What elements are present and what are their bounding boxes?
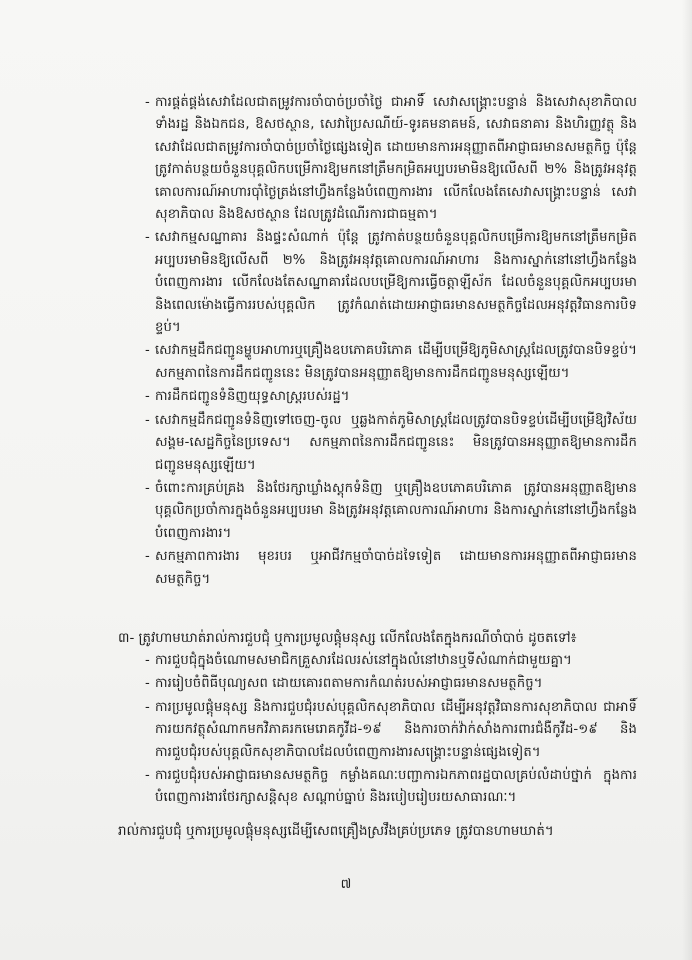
list-item: - ការរៀបចំពិធីបុណ្យសព ដោយគោរពតាមការកំណត់របស់អាជ្ញាធរមានសមត្ថកិច្ច។ (145, 676, 543, 692)
list-item: - ការប្រមូលផ្តុំមនុស្ស និងការជួបជុំរបស់បុគ្គលិកសុខាភិបាល ដើម្បីអនុវត្តវិធានការសុខាភិបាល ជាអាទិ៍ ការយកវត្ថុសំណាកមកវិភាគរកមេរោគកូវីដ-១៩ និងការចាក់វ៉ាក់សាំងការពារជំងឺកូវីដ-១៩ និងការជួបជុំរបស់បុគ្គលិកសុខាភិបាលដែលបំពេញការងារសង្គ្រោះបន្ទាន់ផ្សេងទៀត។ (145, 699, 637, 760)
closing-paragraph: រាល់ការជួបជុំ ឬការប្រមូលផ្តុំមនុស្សដើម្បីសេពគ្រឿងស្រវឹងគ្រប់ប្រភេទ ត្រូវបានហាមឃាត់។ (118, 824, 554, 839)
list-item: - សកម្មភាពការងារ មុខរបរ ឬអាជីវកម្មចាំបាច់ដទៃទៀត ដោយមានការអនុញ្ញាតពីអាជ្ញាធរមានសមត្ថកិច្ច។ (145, 549, 637, 587)
list-item-text: ការផ្គត់ផ្គង់សេវាដែលជាតម្រូវការចាំបាច់ប្រចាំថ្ងៃ ជាអាទិ៍ សេវាសង្គ្រោះបន្ទាន់ និងសេវាសុខាភិបាល ទាំងរដ្ឋ និងឯកជន, ឱសថស្ថាន, សេវាប្រៃសណីយ៍-ទូរគមនាគមន៍, សេវាធនាគារ និងហិរញ្ញវត្ថុ និងសេវាដែលជាតម្រូវការចាំបាច់ប្រចាំថ្ងៃផ្សេងទៀត ដោយមានការអនុញ្ញាតពីអាជ្ញាធរមានសមត្ថកិច្ច ប៉ុន្តែ ត្រូវកាត់បន្ថយចំនួនបុគ្គលិកបម្រើការឱ្យមកនៅត្រឹមកម្រិតអប្បបរមាមិនឱ្យលើសពី ២% និងត្រូវអនុវត្តគោលការណ៍អាហារប៉ាំថ្ងៃត្រង់នៅហ្វឹងកន្លែងបំពេញការងារ លើកលែងតែសេវាសង្គ្រោះបន្ទាន់ សេវាសុខាភិបាល និងឱសថស្ថាន ដែលត្រូវដំណើរការជាធម្មតា។ (155, 95, 637, 223)
list-item-text: សកម្មភាពការងារ មុខរបរ ឬអាជីវកម្មចាំបាច់ដទៃទៀត ដោយមានការអនុញ្ញាតពីអាជ្ញាធរមានសមត្ថកិច្ច។ (155, 549, 637, 587)
list-item: - ការផ្គត់ផ្គង់សេវាដែលជាតម្រូវការចាំបាច់ប្រចាំថ្ងៃ ជាអាទិ៍ សេវាសង្គ្រោះបន្ទាន់ និងសេវាសុខាភិបាល ទាំងរដ្ឋ និងឯកជន, ឱសថស្ថាន, សេវាប្រៃសណីយ៍-ទូរគមនាគមន៍, សេវាធនាគារ និងហិរញ្ញវត្ថុ និងសេវាដែលជាតម្រូវការចាំបាច់ប្រចាំថ្ងៃផ្សេងទៀត ដោយមានការអនុញ្ញាតពីអាជ្ញាធរមានសមត្ថកិច្ច ប៉ុន្តែ ត្រូវកាត់បន្ថយចំនួនបុគ្គលិកបម្រើការឱ្យមកនៅត្រឹមកម្រិតអប្បបរមាមិនឱ្យលើសពី ២% និងត្រូវអនុវត្តគោលការណ៍អាហារប៉ាំថ្ងៃត្រង់នៅហ្វឹងកន្លែងបំពេញការងារ លើកលែងតែសេវាសង្គ្រោះបន្ទាន់ សេវាសុខាភិបាល និងឱសថស្ថាន ដែលត្រូវដំណើរការជាធម្មតា។ (145, 95, 637, 223)
list-item-text: ការជួបជុំក្នុងចំណោមសមាជិកគ្រួសារដែលរស់នៅក្នុងលំនៅឋានឬទីសំណាក់ជាមួយគ្នា។ (155, 653, 572, 668)
list-item-text: ការរៀបចំពិធីបុណ្យសព ដោយគោរពតាមការកំណត់របស់អាជ្ញាធរមានសមត្ថកិច្ច។ (155, 676, 543, 692)
list-item-text: ការជួបជុំរបស់អាជ្ញាធរមានសមត្ថកិច្ច កម្លាំងគណៈបញ្ជាការឯកភាពរដ្ឋបាលគ្រប់លំដាប់ថ្នាក់ ក្នុងការបំពេញការងារថែរក្សាសន្តិសុខ សណ្តាប់ធ្នាប់ និងរបៀបរៀបរយសាធារណៈ។ (155, 768, 637, 806)
list-item-text: ការដឹកជញ្ជូនទំនិញយុទ្ធសាស្ត្ររបស់រដ្ឋ។ (155, 389, 350, 405)
list-item: - ចំពោះការគ្រប់គ្រង និងថែរក្សាឃ្លាំងស្តុកទំនិញ ឬគ្រឿងឧបភោគបរិភោគ ត្រូវបានអនុញ្ញាតឱ្យមានបុគ្គលិកប្រចាំការក្នុងចំនួនអប្បបរមា និងត្រូវអនុវត្តគោលការណ៍អាហារ និងការស្នាក់នៅនៅហ្វឹងកន្លែងបំពេញការងារ។ (145, 480, 637, 541)
list-item: - ការជួបជុំរបស់អាជ្ញាធរមានសមត្ថកិច្ច កម្លាំងគណៈបញ្ជាការឯកភាពរដ្ឋបាលគ្រប់លំដាប់ថ្នាក់ ក្នុងការបំពេញការងារថែរក្សាសន្តិសុខ សណ្តាប់ធ្នាប់ និងរបៀបរៀបរយសាធារណៈ។ (145, 768, 637, 806)
section-3-heading: ៣- ត្រូវហាមឃាត់រាល់ការជួបជុំ ឬការប្រមូលផ្តុំមនុស្ស លើកលែងតែក្នុងករណីចាំបាច់ ដូចតទៅ៖ (118, 631, 577, 646)
list-item-text: សេវាកម្មដឹកជញ្ជូនទំនិញទៅចេញ-ចូល ឬឆ្លងកាត់ភូមិសាស្ត្រដែលត្រូវបានបិទខ្ទប់ដើម្បីបម្រើឱ្យវិស័យសង្គម-សេដ្ឋកិច្ចនៃប្រទេស។ សកម្មភាពនៃការដឹកជញ្ជូននេះ មិនត្រូវបានអនុញ្ញាតឱ្យមានការដឹកជញ្ជូនមនុស្សឡើយ។ (155, 412, 637, 473)
page-shadow (682, 0, 692, 960)
list-item-text: សេវាកម្មសណ្ឋាគារ និងផ្ទះសំណាក់ ប៉ុន្តែ ត្រូវកាត់បន្ថយចំនួនបុគ្គលិកបម្រើការឱ្យមកនៅត្រឹមកម្រិតអប្បបរមាមិនឱ្យលើសពី ២% និងត្រូវអនុវត្តគោលការណ៍អាហារ និងការស្នាក់នៅនៅហ្វឹងកន្លែងបំពេញការងារ លើកលែងតែសណ្ឋាគារដែលបម្រើឱ្យការធ្វើចត្តាឡីស័ក ដែលចំនួនបុគ្គលិកអប្បបរមា និងពេលម៉ោងធ្វើការរបស់បុគ្គលិក ត្រូវកំណត់ដោយអាជ្ញាធរមានសមត្ថកិច្ចដែលអនុវត្តវិធានការបិទខ្ទប់។ (155, 230, 637, 336)
list-item: - ការដឹកជញ្ជូនទំនិញយុទ្ធសាស្ត្ររបស់រដ្ឋ។ (145, 389, 350, 405)
list-item-text: ការប្រមូលផ្តុំមនុស្ស និងការជួបជុំរបស់បុគ្គលិកសុខាភិបាល ដើម្បីអនុវត្តវិធានការសុខាភិបាល ជាអាទិ៍ ការយកវត្ថុសំណាកមកវិភាគរកមេរោគកូវីដ-១៩ និងការចាក់វ៉ាក់សាំងការពារជំងឺកូវីដ-១៩ និងការជួបជុំរបស់បុគ្គលិកសុខាភិបាលដែលបំពេញការងារសង្គ្រោះបន្ទាន់ផ្សេងទៀត។ (155, 699, 637, 760)
list-item-text: សេវាកម្មដឹកជញ្ជូនម្ហូបអាហារឬគ្រឿងឧបភោគបរិភោគ ដើម្បីបម្រើឱ្យភូមិសាស្ត្រដែលត្រូវបានបិទខ្ទប់។ សកម្មភាពនៃការដឹកជញ្ជូននេះ មិនត្រូវបានអនុញ្ញាតឱ្យមានការដឹកជញ្ជូនមនុស្សឡើយ។ (155, 343, 637, 381)
page-number: ៧ (340, 877, 352, 892)
list-item: - សេវាកម្មសណ្ឋាគារ និងផ្ទះសំណាក់ ប៉ុន្តែ ត្រូវកាត់បន្ថយចំនួនបុគ្គលិកបម្រើការឱ្យមកនៅត្រឹមកម្រិតអប្បបរមាមិនឱ្យលើសពី ២% និងត្រូវអនុវត្តគោលការណ៍អាហារ និងការស្នាក់នៅនៅហ្វឹងកន្លែងបំពេញការងារ លើកលែងតែសណ្ឋាគារដែលបម្រើឱ្យការធ្វើចត្តាឡីស័ក ដែលចំនួនបុគ្គលិកអប្បបរមា និងពេលម៉ោងធ្វើការរបស់បុគ្គលិក ត្រូវកំណត់ដោយអាជ្ញាធរមានសមត្ថកិច្ចដែលអនុវត្តវិធានការបិទខ្ទប់។ (145, 230, 637, 336)
list-item: - សេវាកម្មដឹកជញ្ជូនទំនិញទៅចេញ-ចូល ឬឆ្លងកាត់ភូមិសាស្ត្រដែលត្រូវបានបិទខ្ទប់ដើម្បីបម្រើឱ្យវិស័យសង្គម-សេដ្ឋកិច្ចនៃប្រទេស។ សកម្មភាពនៃការដឹកជញ្ជូននេះ មិនត្រូវបានអនុញ្ញាតឱ្យមានការដឹកជញ្ជូនមនុស្សឡើយ។ (145, 412, 637, 473)
list-item: - ការជួបជុំក្នុងចំណោមសមាជិកគ្រួសារដែលរស់នៅក្នុងលំនៅឋានឬទីសំណាក់ជាមួយគ្នា។ (145, 653, 572, 668)
list-item: - សេវាកម្មដឹកជញ្ជូនម្ហូបអាហារឬគ្រឿងឧបភោគបរិភោគ ដើម្បីបម្រើឱ្យភូមិសាស្ត្រដែលត្រូវបានបិទខ្ទប់។ សកម្មភាពនៃការដឹកជញ្ជូននេះ មិនត្រូវបានអនុញ្ញាតឱ្យមានការដឹកជញ្ជូនមនុស្សឡើយ។ (145, 343, 637, 381)
list-item-text: ចំពោះការគ្រប់គ្រង និងថែរក្សាឃ្លាំងស្តុកទំនិញ ឬគ្រឿងឧបភោគបរិភោគ ត្រូវបានអនុញ្ញាតឱ្យមានបុគ្គលិកប្រចាំការក្នុងចំនួនអប្បបរមា និងត្រូវអនុវត្តគោលការណ៍អាហារ និងការស្នាក់នៅនៅហ្វឹងកន្លែងបំពេញការងារ។ (155, 480, 637, 541)
essential-services-list (145, 92, 637, 592)
gathering-exceptions-list (145, 650, 637, 811)
